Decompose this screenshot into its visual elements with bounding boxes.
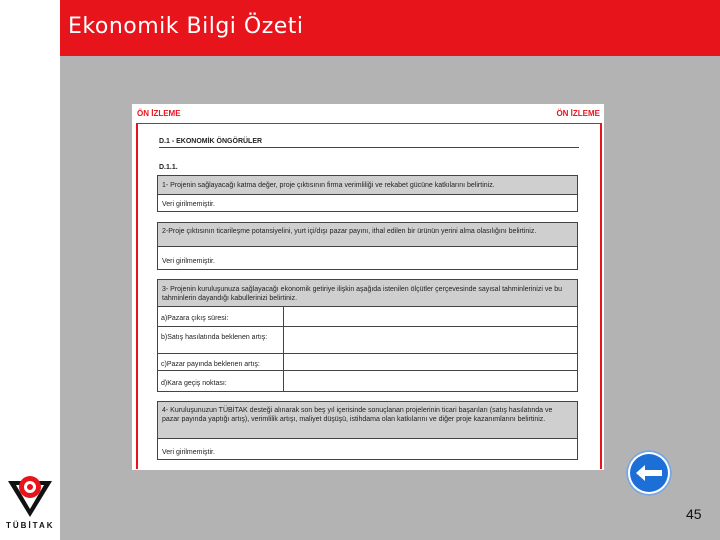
table-row-label: d)Kara geçiş noktası: xyxy=(161,380,227,387)
answer-4-text: Veri girilmemiştir. xyxy=(162,449,215,456)
answer-1-box xyxy=(157,194,578,212)
back-button[interactable] xyxy=(626,450,672,496)
question-1-box xyxy=(157,175,578,195)
subsection-label: D.1.1. xyxy=(159,164,178,171)
table-row-divider xyxy=(157,353,578,354)
question-3-text: 3- Projenin kuruluşunuza sağlayacağı ekonomik getiriye ilişkin aşağıda istenilen ölçütler çerçevesinde sayısal tahminlerinizi ve bu tahminlerin dayandığı kabullerinizi belirtiniz. xyxy=(162,286,562,302)
table-row-divider xyxy=(157,326,578,327)
back-arrow-icon xyxy=(630,454,668,492)
table-row-divider xyxy=(157,370,578,371)
logo-text: TÜBİTAK xyxy=(6,521,55,530)
tubitak-emblem-icon xyxy=(6,465,54,521)
question-3-table-column-divider xyxy=(283,306,284,392)
header-bar xyxy=(60,0,720,56)
table-row-label: a)Pazara çıkış süresi: xyxy=(161,315,229,322)
answer-2-text: Veri girilmemiştir. xyxy=(162,258,215,265)
question-2-box xyxy=(157,222,578,247)
left-sidebar xyxy=(0,0,60,540)
answer-2-box xyxy=(157,246,578,270)
question-3-box xyxy=(157,279,578,307)
document-preview xyxy=(132,104,604,470)
tubitak-logo xyxy=(6,465,54,535)
table-row-label: c)Pazar payında beklenen artış: xyxy=(161,361,260,368)
question-4-text: 4- Kuruluşunuzun TÜBİTAK desteği alınarak son beş yıl içerisinde sonuçlanan projelerinin ticari başarıları (satış hasılatında ve pazar payında yaptığı artış), verimlilik artışı, maliyet düşüşü, istihdama olan katkılarını ve diğer proje kazanımlarını belirtiniz. xyxy=(162,407,553,423)
question-2-text: 2-Proje çıktısının ticarileşme potansiyelini, yurt içi/dışı pazar payını, ithal edilen bir ürünün yerini alma olasılığını belirtiniz. xyxy=(162,228,537,235)
question-4-box xyxy=(157,401,578,439)
page-number: 45 xyxy=(686,506,702,522)
section-divider xyxy=(159,147,579,148)
answer-1-text: Veri girilmemiştir. xyxy=(162,201,215,208)
table-row-label: b)Satış hasılatında beklenen artış: xyxy=(161,334,268,341)
section-title: D.1 - EKONOMİK ÖNGÖRÜLER xyxy=(159,138,263,145)
question-1-text: 1- Projenin sağlayacağı katma değer, proje çıktısının firma verimliliği ve rekabet gücüne katkılarını belirtiniz. xyxy=(162,182,495,189)
back-button-inner xyxy=(630,454,668,492)
preview-label-right: ÖN İZLEME xyxy=(556,109,600,118)
preview-label-left: ÖN İZLEME xyxy=(137,109,181,118)
answer-4-box xyxy=(157,438,578,460)
page-title: Ekonomik Bilgi Özeti xyxy=(68,14,304,39)
